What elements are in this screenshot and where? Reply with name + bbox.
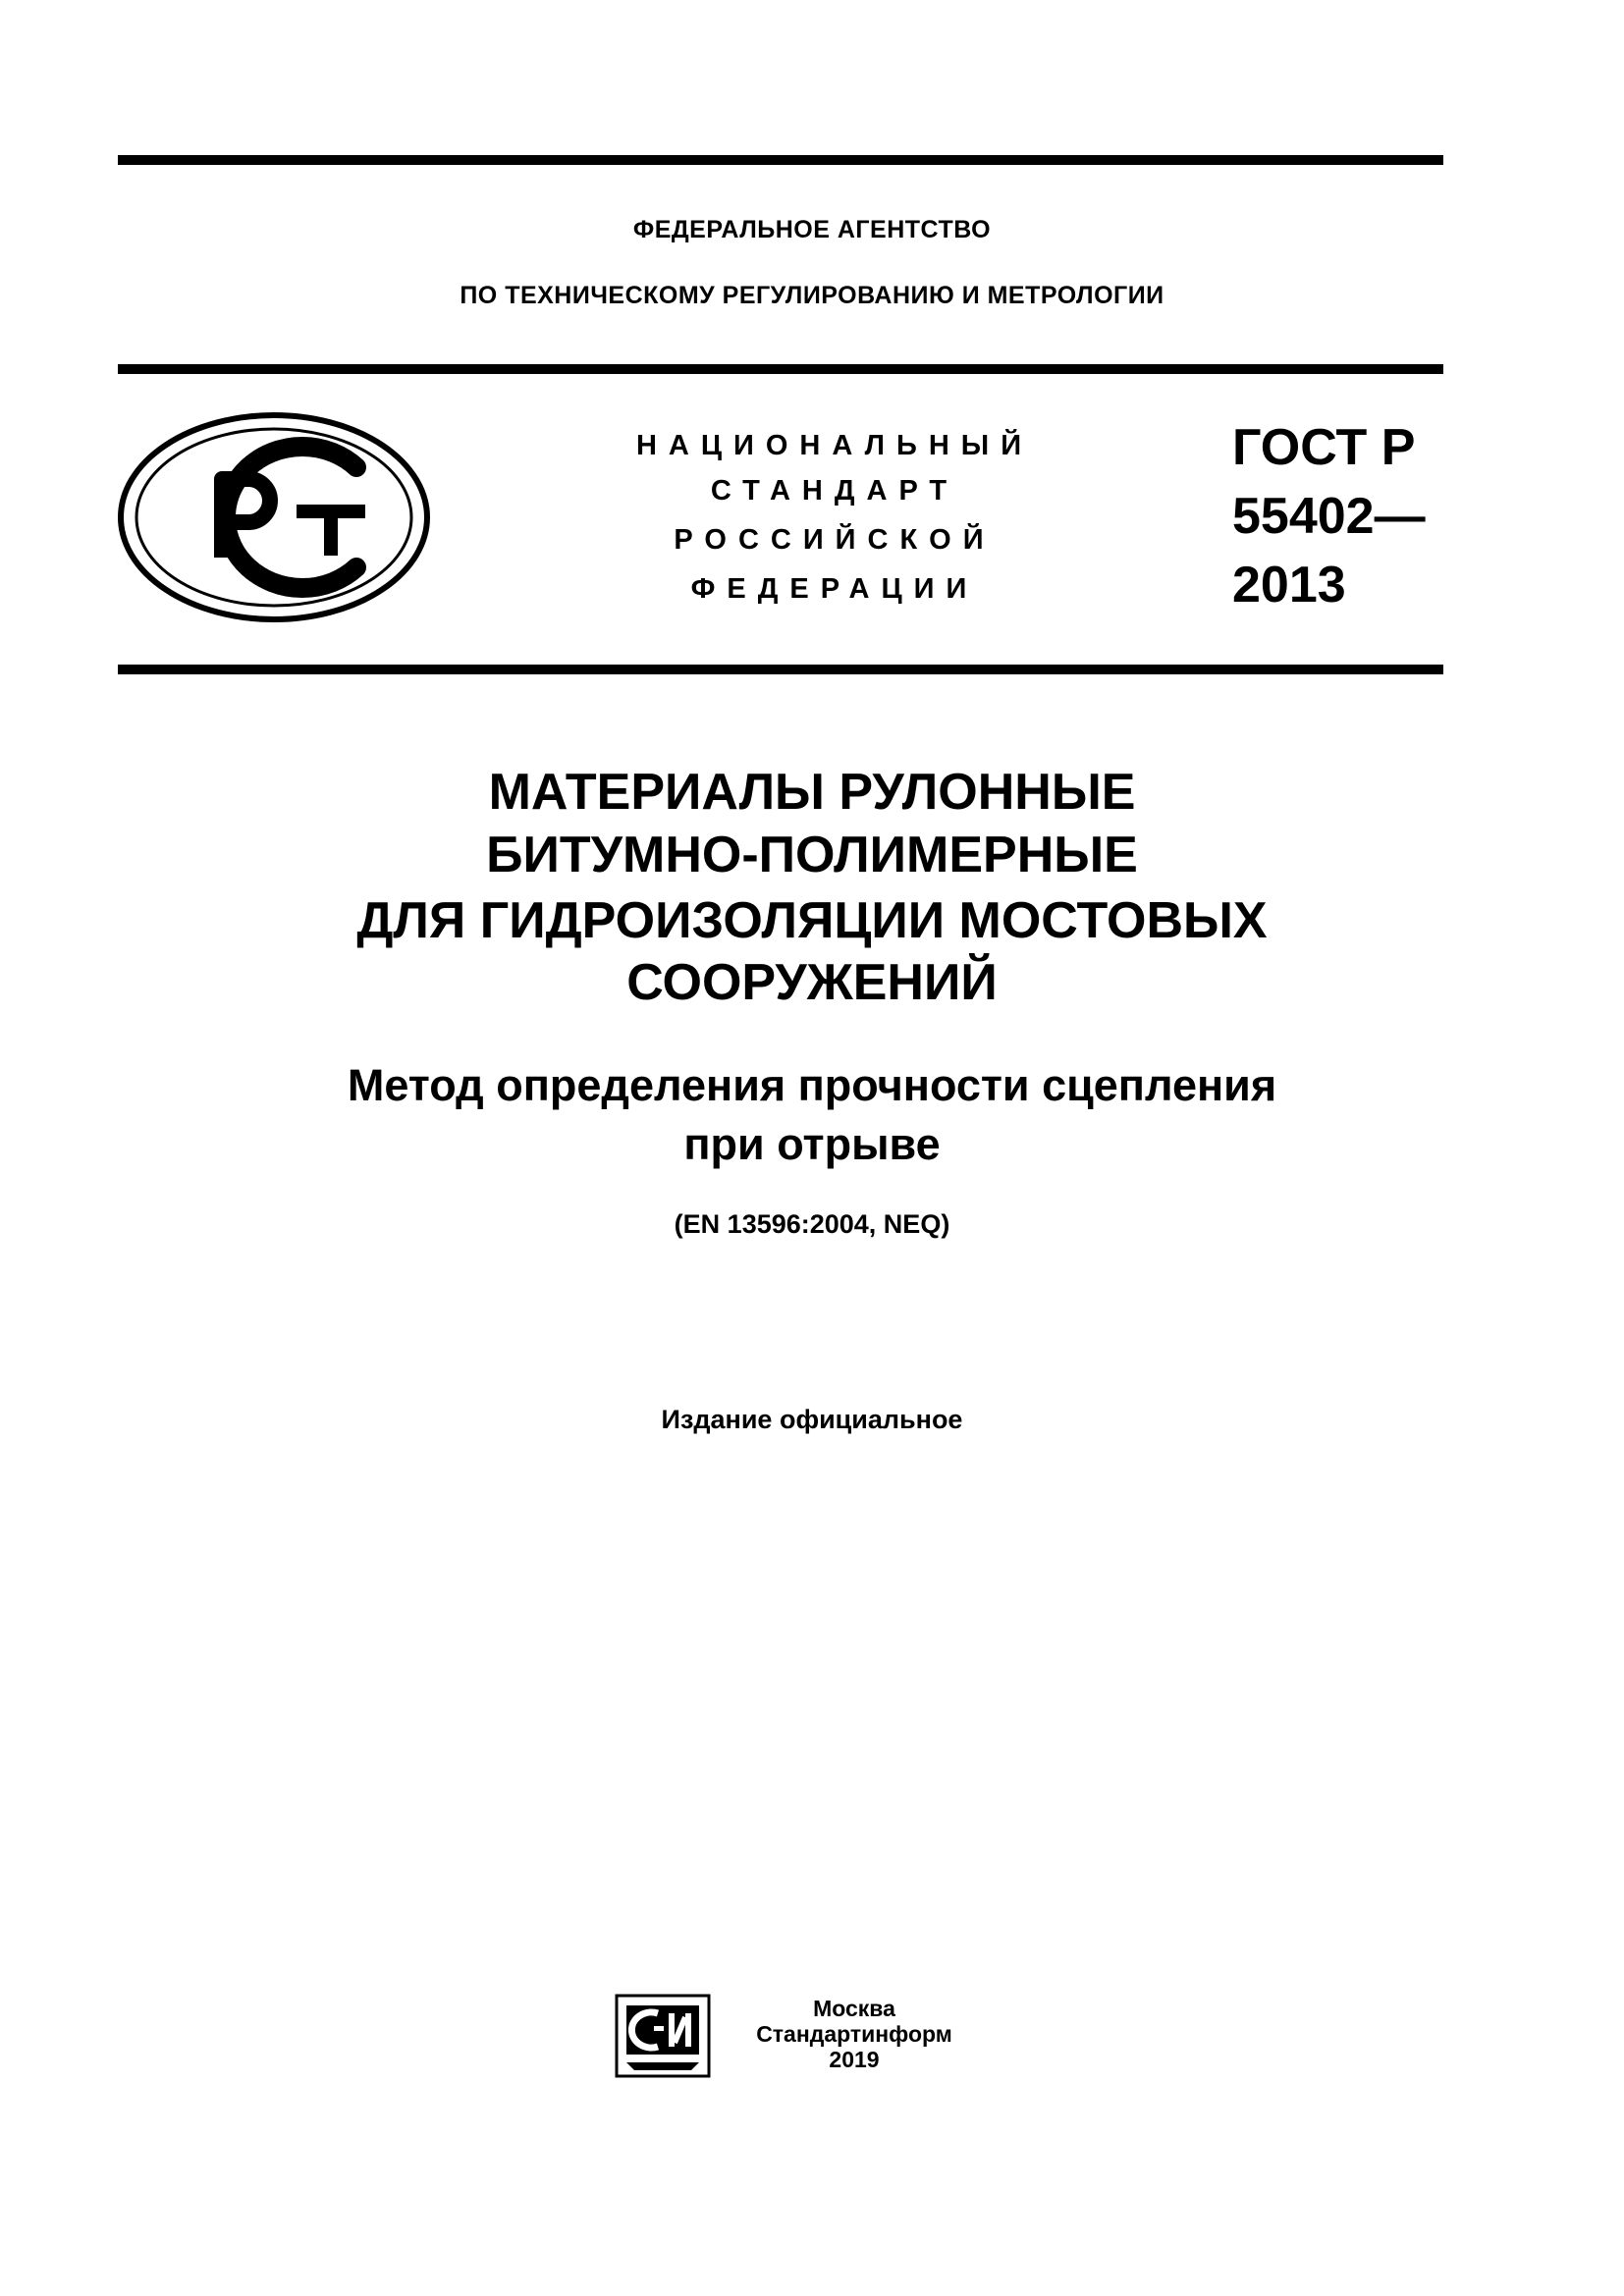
gost-designation-line-2: 55402—: [1232, 488, 1426, 545]
top-rule: [118, 155, 1443, 165]
title-line-1: МАТЕРИАЛЫ РУЛОННЫЕ: [488, 764, 1136, 821]
standard-block-bottom-rule: [118, 665, 1443, 674]
gost-designation-line-3: 2013: [1232, 557, 1346, 614]
agency-line-2: ПО ТЕХНИЧЕСКОМУ РЕГУЛИРОВАНИЮ И МЕТРОЛОГИИ: [460, 282, 1164, 309]
publisher-year: 2019: [829, 2047, 880, 2072]
publisher-city: Москва: [813, 1996, 895, 2021]
international-reference: (EN 13596:2004, NEQ): [674, 1209, 950, 1239]
national-standard-line-3: РОССИЙСКОЙ: [674, 524, 996, 556]
title-line-4: СООРУЖЕНИЙ: [626, 954, 998, 1011]
national-standard-line-1: НАЦИОНАЛЬНЫЙ: [635, 430, 1034, 461]
rst-gost-emblem-icon: [116, 410, 432, 624]
gost-designation-line-1: ГОСТ Р: [1232, 419, 1416, 476]
edition-note: Издание официальное: [661, 1405, 963, 1434]
subtitle-line-2: при отрыве: [683, 1119, 941, 1169]
title-line-3: ДЛЯ ГИДРОИЗОЛЯЦИИ МОСТОВЫХ: [356, 892, 1268, 949]
title-line-2: БИТУМНО-ПОЛИМЕРНЫЕ: [486, 827, 1138, 883]
national-standard-line-2: СТАНДАРТ: [710, 475, 959, 507]
standartinform-logo-icon: [615, 1994, 711, 2078]
header-divider-rule: [118, 364, 1443, 374]
subtitle-line-1: Метод определения прочности сцепления: [347, 1060, 1277, 1110]
publisher-name: Стандартинформ: [756, 2021, 952, 2047]
national-standard-line-4: ФЕДЕРАЦИИ: [690, 573, 979, 605]
agency-line-1: ФЕДЕРАЛЬНОЕ АГЕНТСТВО: [632, 216, 992, 243]
